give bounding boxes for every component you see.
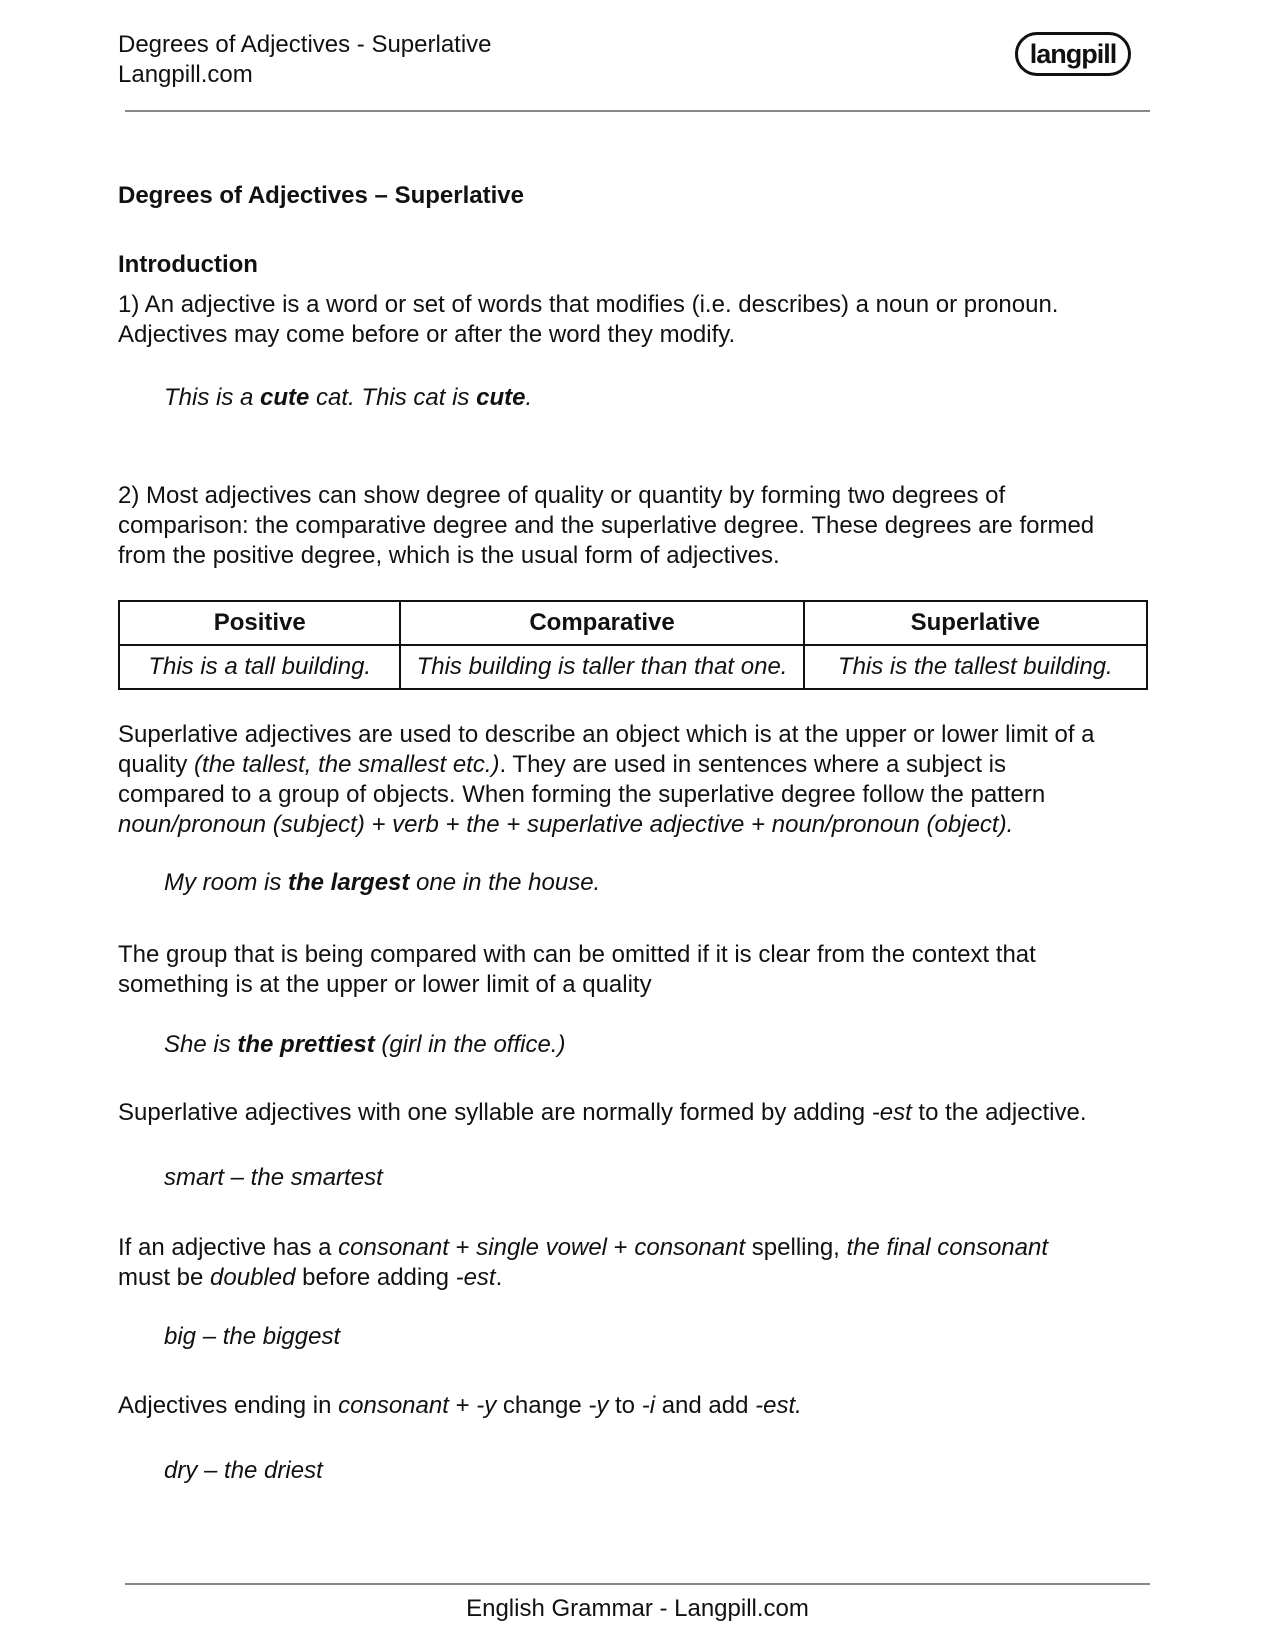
text-line: 1) An adjective is a word or set of words that modifies (i.e. describes) a noun or pronoun. <box>118 291 1059 318</box>
example-emphasis: cute <box>260 384 310 411</box>
text-italic: consonant <box>338 1392 449 1419</box>
example-emphasis: the largest <box>288 869 410 896</box>
intro-heading: Introduction <box>118 251 258 278</box>
text-italic: -y <box>588 1392 609 1419</box>
table-cell: This building is taller than that one. <box>400 645 803 689</box>
example-text: . <box>525 384 533 411</box>
text-line: from the positive degree, which is the usual form of adjectives. <box>118 542 780 569</box>
table-row <box>119 645 1147 689</box>
text-line <box>118 1233 1158 1263</box>
table-cell: This is a tall building. <box>119 645 400 689</box>
example-text: This is a <box>164 384 261 411</box>
column-header-comparative: Comparative <box>400 601 803 645</box>
footer-divider <box>125 1583 1150 1585</box>
text-italic: consonant <box>338 1234 449 1261</box>
text-line: 2) Most adjectives can show degree of quality or quantity by forming two degrees of <box>118 482 1006 509</box>
text-segment: . They are used in sentences where a subject is <box>499 751 1007 778</box>
text-segment: + <box>448 1392 477 1419</box>
text-segment: must be <box>118 1264 211 1291</box>
text-italic: consonant <box>634 1234 746 1261</box>
page-title: Degrees of Adjectives – Superlative <box>118 182 524 209</box>
text-segment: + <box>448 1234 477 1261</box>
example-text: My room is <box>164 869 289 896</box>
text-segment: Adjectives ending in <box>118 1392 339 1419</box>
text-italic: -est. <box>755 1392 802 1419</box>
text-segment: change <box>496 1392 589 1419</box>
text-segment: If an adjective has a <box>118 1234 339 1261</box>
text-italic: -i <box>641 1392 656 1419</box>
text-segment: and add <box>655 1392 756 1419</box>
text-line: compared to a group of objects. When forming the superlative degree follow the pattern <box>118 781 1046 808</box>
langpill-logo: langpill <box>1015 32 1131 76</box>
text-segment: to the adjective. <box>911 1099 1087 1126</box>
text-italic: -est <box>455 1264 496 1291</box>
pattern-line: noun/pronoun (subject) + verb + the + superlative adjective + noun/pronoun (object). <box>118 811 1014 838</box>
text-line <box>118 1263 1158 1293</box>
text-segment: quality <box>118 751 195 778</box>
example-driest: dry – the driest <box>164 1457 323 1484</box>
text-italic: (the tallest, the smallest etc.) <box>194 751 500 778</box>
text-italic: single vowel <box>476 1234 607 1261</box>
intro-paragraph-1 <box>118 290 1158 350</box>
example-biggest: big – the biggest <box>164 1323 341 1350</box>
one-syllable-rule <box>118 1098 1158 1128</box>
text-italic: doubled <box>210 1264 296 1291</box>
example-text: She is <box>164 1031 238 1058</box>
text-segment: spelling, <box>745 1234 847 1261</box>
header-title: Degrees of Adjectives - Superlative <box>118 31 492 58</box>
text-line: something is at the upper or lower limit of a quality <box>118 971 652 998</box>
y-ending-rule <box>118 1391 1158 1421</box>
text-segment: . <box>495 1264 503 1291</box>
text-italic: -est <box>871 1099 912 1126</box>
table-cell: This is the tallest building. <box>804 645 1147 689</box>
column-header-superlative: Superlative <box>804 601 1147 645</box>
omission-paragraph <box>118 940 1158 1000</box>
table-header-row <box>119 601 1147 645</box>
example-largest <box>164 868 600 898</box>
example-smartest: smart – the smartest <box>164 1164 383 1191</box>
example-text: (girl in the office.) <box>374 1031 566 1058</box>
text-line: comparison: the comparative degree and the superlative degree. These degrees are formed <box>118 512 1095 539</box>
text-segment: + <box>607 1234 635 1261</box>
doubling-rule <box>118 1233 1158 1293</box>
degrees-table <box>118 600 1148 690</box>
footer-text: English Grammar - Langpill.com <box>466 1595 809 1622</box>
text-line <box>118 750 1158 780</box>
text-line: The group that is being compared with can be omitted if it is clear from the context that <box>118 941 1036 968</box>
text-line: Adjectives may come before or after the word they modify. <box>118 321 736 348</box>
example-text: one in the house. <box>409 869 601 896</box>
header-site: Langpill.com <box>118 61 253 88</box>
example-prettiest <box>164 1030 565 1060</box>
text-segment: before adding <box>295 1264 456 1291</box>
example-emphasis: cute <box>476 384 526 411</box>
text-segment: to <box>608 1392 642 1419</box>
example-emphasis: the prettiest <box>237 1031 375 1058</box>
example-cute-cat <box>164 383 532 413</box>
intro-paragraph-2 <box>118 481 1158 571</box>
header-divider <box>125 110 1150 112</box>
text-line: Superlative adjectives are used to describe an object which is at the upper or lower limit of a <box>118 721 1095 748</box>
superlative-explanation <box>118 720 1158 840</box>
text-italic: -y <box>476 1392 497 1419</box>
text-italic: the final consonant <box>846 1234 1048 1261</box>
text-segment: Superlative adjectives with one syllable are normally formed by adding <box>118 1099 872 1126</box>
column-header-positive: Positive <box>119 601 400 645</box>
example-text: cat. This cat is <box>309 384 477 411</box>
